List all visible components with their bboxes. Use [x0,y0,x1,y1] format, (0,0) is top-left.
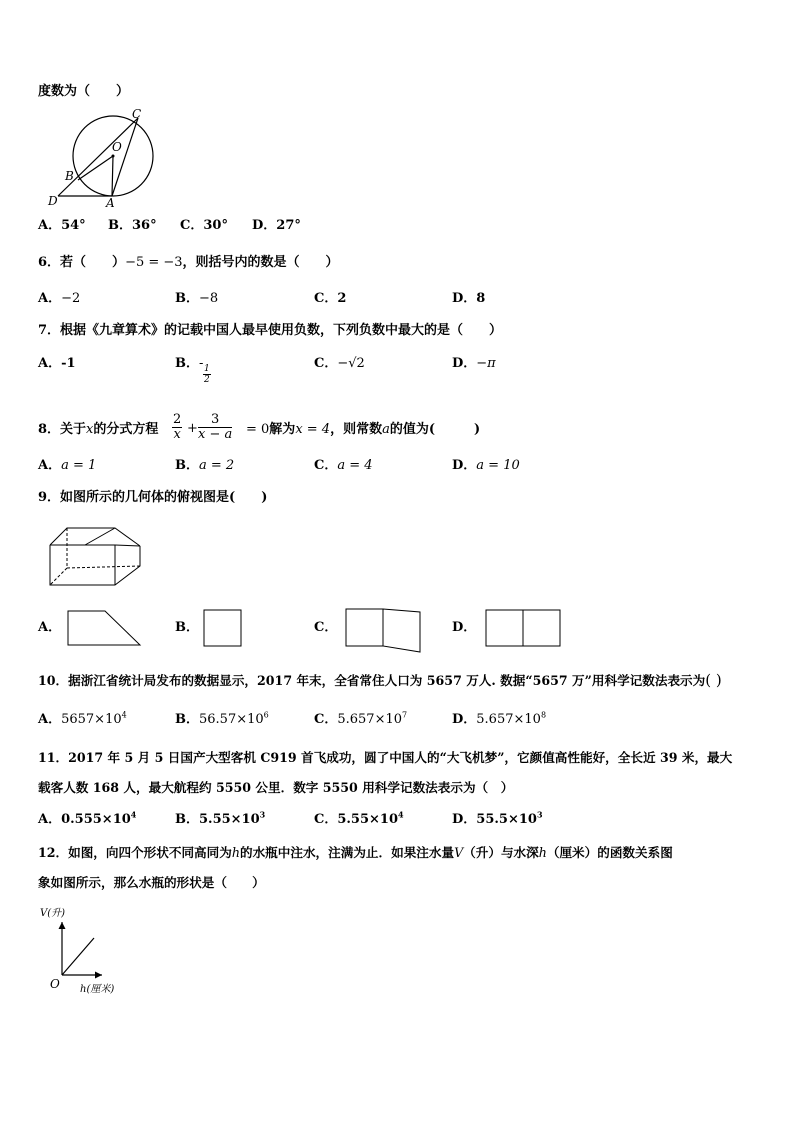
q7-option-a: A．-1 [38,356,76,371]
q12-origin: O [50,977,60,991]
q8-option-a: A．a = 1 [38,458,97,473]
q11-option-b: B．$5.55\times 10^3$ [175,809,266,827]
q9-option-d-label: D． [452,620,477,635]
q9-option-a-label: A． [38,620,62,635]
q7-stem: 7．根据《九章算术》的记载中国人最早使用负数，下列负数中最大的是（ ） [38,323,503,338]
q8-fraction-2: $\frac{3}{x - a}$ [198,412,233,442]
q5-option-d: D．27° [252,218,301,233]
q10-stem: 10．据浙江省统计局发布的数据显示，2017 年末，全省常住人口为 5657 万人. 数据“5657 万”用科学记数法表示为( ) [38,671,722,689]
q6-option-a: A．−2 [38,291,81,306]
q12-stem-line1: 12．如图，向四个形状不同高同为h的水瓶中注水，注满为止．如果注水量V（升）与水深h（厘米）的函数关系图 [38,845,673,860]
q8-stem-rest: = 0解为x = 4，则常数a的值为( ) [246,422,481,437]
q8-plus: + [187,421,198,436]
q11-option-c: C．$5.55\times 10^4$ [314,809,404,827]
q11-option-a: A．$0.555\times 10^4$ [38,809,137,827]
q11-stem-line2: 载客人数 168 人，最大航程约 5550 公里．数字 5550 用科学记数法表示为（ ） [38,780,514,795]
q12-x-label: h(厘米) [80,984,115,995]
q12-y-label: V(升) [40,908,66,919]
q8-fraction-1: $\frac{2}{x}$ [173,412,182,442]
q9-option-c-label: C． [314,620,338,635]
label-a: A [106,196,115,210]
q11-stem-line1: 11．2017 年 5 月 5 日国产大型客机 C919 首飞成功，圆了中国人的“大飞机梦”，它颜值高性能好，全长近 39 米，最大 [38,750,733,765]
label-d: D [48,194,58,208]
q7-option-d: D．−π [452,356,496,371]
q8-option-b: B．a = 2 [175,458,235,473]
q5-stem-tail: 度数为（ ） [38,84,130,99]
q9-stem: 9．如图所示的几何体的俯视图是( ) [38,490,268,505]
q11-option-d: D．$55.5\times 10^3$ [452,809,543,827]
q5-option-b: B．36° [108,218,157,233]
q8-option-d: D．a = 10 [452,458,520,473]
q12-stem-line2: 象如图所示，那么水瓶的形状是（ ） [38,875,265,890]
q6-prefix: 6．若（ [38,255,87,270]
q10-option-c: C．$5.657\times 10^7$ [314,710,408,727]
q6-suffix: ，则括号内的数是（ ） [182,255,339,270]
q7-option-b: B．- $\frac{1}{2}$ [175,356,210,385]
q12-graph-line [62,938,94,975]
label-o: O [112,140,122,154]
q8-stem: 8．关于x的分式方程 [38,422,159,437]
q7-option-c: C．−√2 [314,356,365,371]
q10-option-d: D．$5.657\times 10^8$ [452,710,547,727]
label-c: C [132,107,142,121]
q9-option-b-label: B． [175,620,199,635]
q6-option-b: B．−8 [175,291,219,306]
q7-b-fraction: $\frac{1}{2}$ [204,364,210,385]
q5-option-a: A．54° [38,218,86,233]
q6-expr: −5 = −3 [125,255,183,270]
q6-option-c: C．2 [314,291,347,306]
q6-option-d: D．8 [452,291,486,306]
q10-option-b: B．$56.57\times 10^6$ [175,710,269,727]
q5-option-c: C．30° [180,218,228,233]
q6-mid: ） [86,255,126,270]
label-b: B [65,169,74,183]
q8-option-c: C．a = 4 [314,458,373,473]
q10-option-a: A．$5657\times 10^4$ [38,710,127,727]
